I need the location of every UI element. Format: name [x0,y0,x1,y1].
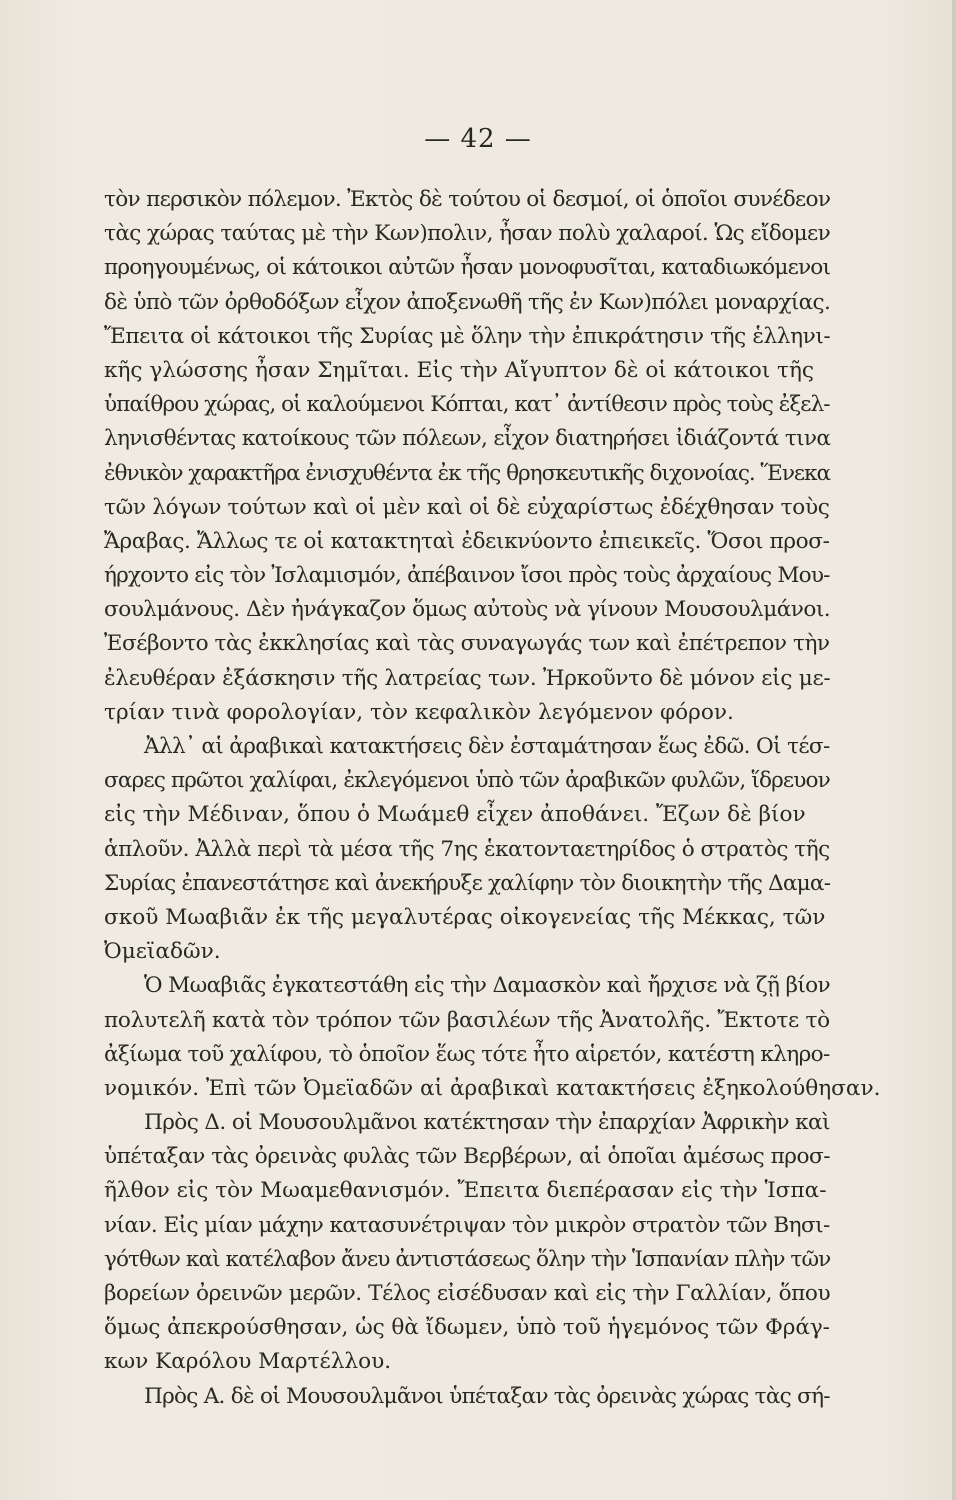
text-line: σουλμάνους. Δὲν ἠνάγκαζον ὅμως αὐτοὺς νὰ γίνουν Μουσουλμάνοι. [104,597,831,623]
text-line: Πρὸς Δ. οἱ Μουσουλμᾶνοι κατέκτησαν τὴν ἐπαρχίαν Ἀφρικὴν καὶ [144,1110,830,1136]
text-line: εἰς τὴν Μέδιναν, ὅπου ὁ Μωάμεθ εἶχεν ἀποθάνει. Ἔζων δὲ βίον [104,802,806,828]
text-line: σκοῦ Μωαβιᾶν ἐκ τῆς μεγαλυτέρας οἰκογενείας τῆς Μέκκας, τῶν [104,904,826,930]
text-line: Συρίας ἐπανεστάτησε καὶ ἀνεκήρυξε χαλίφην τὸν διοικητὴν τῆς Δαμα- [104,870,831,896]
text-line: ὅμως ἀπεκρούσθησαν, ὡς θὰ ἴδωμεν, ὑπὸ τοῦ ἡγεμόνος τῶν Φράγ- [104,1315,830,1341]
text-line: νομικόν. Ἐπὶ τῶν Ὀμεϊαδῶν αἱ ἀραβικαὶ κατακτήσεις ἐξηκολούθησαν. [104,1075,881,1101]
text-line: τὸν περσικὸν πόλεμον. Ἐκτὸς δὲ τούτου οἱ δεσμοί, οἱ ὁποῖοι συνέδεον [104,187,831,212]
text-line: ῆλθον εἰς τὸν Μωαμεθανισμόν. Ἔπειτα διεπέρασαν εἰς τὴν Ἱσπα- [104,1178,827,1204]
text-line: ἐλευθέραν ἐξάσκησιν τῆς λατρείας των. Ἠρκοῦντο δὲ μόνον εἰς με- [104,665,831,691]
text-line: Ὁ Μωαβιᾶς ἐγκατεστάθη εἰς τὴν Δαμασκὸν καὶ ἤρχισε νὰ ζῇ βίον [144,973,831,999]
text-line: ὑπέταξαν τὰς ὀρεινὰς φυλὰς τῶν Βερβέρων, αἱ ὁποῖαι ἀμέσως προσ- [104,1144,831,1170]
text-line: πολυτελῆ κατὰ τὸν τρόπον τῶν βασιλέων τῆς Ἀνατολῆς. Ἔκτοτε τὸ [104,1007,830,1033]
text-line: Ὀμεϊαδῶν. [104,939,221,965]
text-line: ὑπαίθρου χώρας, οἱ καλούμενοι Κόπται, κατ᾽ ἀντίθεσιν πρὸς τοὺς ἐξελ- [104,392,830,418]
text-line: σαρες πρῶτοι χαλίφαι, ἐκλεγόμενοι ὑπὸ τῶν ἀραβικῶν φυλῶν, ἵδρευον [104,768,830,794]
text-line: ἁπλοῦν. Ἀλλὰ περὶ τὰ μέσα τῆς 7ης ἑκατονταετηρίδος ὁ στρατὸς τῆς [104,836,830,862]
page-edge-shadow [952,0,956,1500]
body-text [104,183,881,1414]
text-line: κῆς γλώσσης ἦσαν Σημῖται. Εἰς τὴν Αἴγυπτον δὲ οἱ κάτοικοι τῆς [104,357,815,383]
text-line: Ἀλλ᾽ αἱ ἀραβικαὶ κατακτήσεις δὲν ἐσταμάτησαν ἕως ἐδῶ. Οἱ τέσ- [144,734,830,759]
text-line: τὰς χώρας ταύτας μὲ τὴν Κων)πολιν, ἦσαν πολὺ χαλαροί. Ὡς εἴδομεν [104,221,831,247]
text-line: κων Καρόλου Μαρτέλλου. [104,1349,392,1375]
text-line: δὲ ὑπὸ τῶν ὀρθοδόξων εἶχον ἀποξενωθῆ τῆς ἐν Κων)πόλει μοναρχίας. [104,289,831,315]
text-line: ήρχοντο εἰς τὸν Ἰσλαμισμόν, ἀπέβαινον ἴσοι πρὸς τοὺς ἀρχαίους Μου- [104,563,830,589]
text-line: τρίαν τινὰ φορολογίαν, τὸν κεφαλικὸν λεγόμενον φόρον. [104,699,734,725]
text-line: προηγουμένως, οἱ κάτοικοι αὐτῶν ἦσαν μονοφυσῖται, καταδιωκόμενοι [104,255,831,281]
text-line: Ἐσέβοντο τὰς ἐκκλησίας καὶ τὰς συναγωγάς των καὶ ἐπέτρεπον τὴν [104,631,830,657]
text-line: νίαν. Εἰς μίαν μάχην κατασυνέτριψαν τὸν μικρὸν στρατὸν τῶν Βησι- [104,1212,830,1238]
text-line: ἀξίωμα τοῦ χαλίφου, τὸ ὁποῖον ἕως τότε ἦτο αἱρετόν, κατέστη κληρο- [104,1041,830,1067]
text-line: ἐθνικὸν χαρακτῆρα ἐνισχυθέντα ἐκ τῆς θρησκευτικῆς διχονοίας. Ἕνεκα [104,460,831,486]
text-line: γότθων καὶ κατέλαβον ἄνευ ἀντιστάσεως ὅλην τὴν Ἱσπανίαν πλὴν τῶν [104,1246,831,1272]
page-number: — 42 — [424,124,532,154]
text-line: Ἔπειτα οἱ κάτοικοι τῆς Συρίας μὲ ὅλην τὴν ἐπικράτησιν τῆς ἑλληνι- [104,323,831,349]
text-line: Ἄραβας. Ἄλλως τε οἱ κατακτηταὶ ἐδεικνύοντο ἐπιεικεῖς. Ὅσοι προσ- [104,528,830,554]
text-line: Πρὸς Α. δὲ οἱ Μουσουλμᾶνοι ὑπέταξαν τὰς ὀρεινὰς χώρας τὰς σή- [144,1383,830,1409]
text-line: βορείων ὀρεινῶν μερῶν. Τέλος εἰσέδυσαν καὶ εἰς τὴν Γαλλίαν, ὅπου [104,1281,831,1306]
text-line: ληνισθέντας κατοίκους τῶν πόλεων, εἶχον διατηρήσει ἰδιάζοντά τινα [104,426,831,452]
text-line: τῶν λόγων τούτων καὶ οἱ μὲν καὶ οἱ δὲ εὐχαρίστως ἐδέχθησαν τοὺς [104,494,830,520]
